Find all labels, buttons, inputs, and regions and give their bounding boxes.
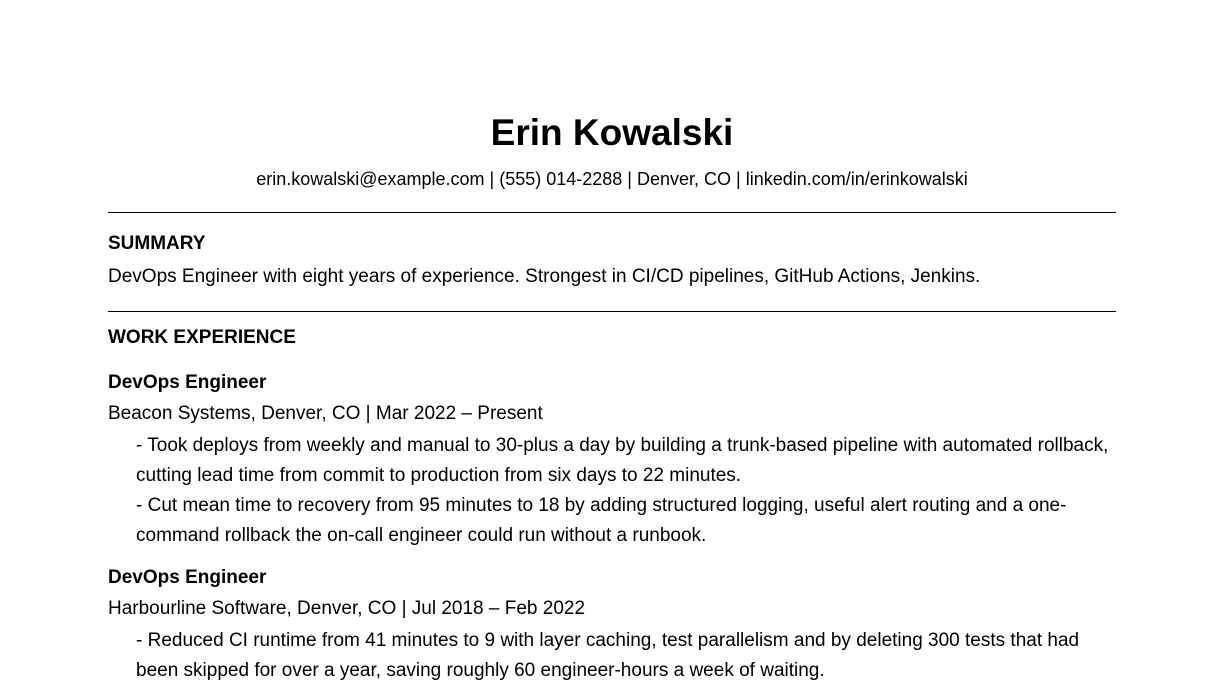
contact-line: erin.kowalski@example.com | (555) 014-2288 | Denver, CO | linkedin.com/in/erinkowalski xyxy=(256,169,968,189)
job-bullets xyxy=(136,626,1126,686)
job-bullet: - Cut mean time to recovery from 95 minutes to 18 by adding structured logging, useful alert routing and a one-command rollback the on-call engineer could run without a runbook. xyxy=(136,495,1067,546)
job-bullets xyxy=(136,431,1126,551)
summary-heading: SUMMARY xyxy=(108,233,206,254)
work-experience-heading: WORK EXPERIENCE xyxy=(108,327,296,348)
section-divider xyxy=(108,212,1116,213)
job-title: DevOps Engineer xyxy=(108,372,267,393)
job-entry xyxy=(108,371,1116,551)
job-bullet: - Reduced CI runtime from 41 minutes to 9 with layer caching, test parallelism and by deleting 300 tests that had been skipped for over a year, saving roughly 60 engineer-hours a week of waiting. xyxy=(136,630,1080,681)
section-divider xyxy=(108,311,1116,312)
job-company-dates: Harbourline Software, Denver, CO | Jul 2018 – Feb 2022 xyxy=(108,598,586,619)
resume-name: Erin Kowalski xyxy=(490,112,734,153)
summary-text: DevOps Engineer with eight years of experience. Strongest in CI/CD pipelines, GitHub Actions, Jenkins. xyxy=(108,266,981,287)
job-entry xyxy=(108,566,1116,686)
job-bullet: - Took deploys from weekly and manual to 30-plus a day by building a trunk-based pipeline with automated rollback, cutting lead time from commit to production from six days to 22 minutes. xyxy=(136,435,1109,486)
job-title: DevOps Engineer xyxy=(108,567,267,588)
job-company-dates: Beacon Systems, Denver, CO | Mar 2022 – Present xyxy=(108,403,543,424)
